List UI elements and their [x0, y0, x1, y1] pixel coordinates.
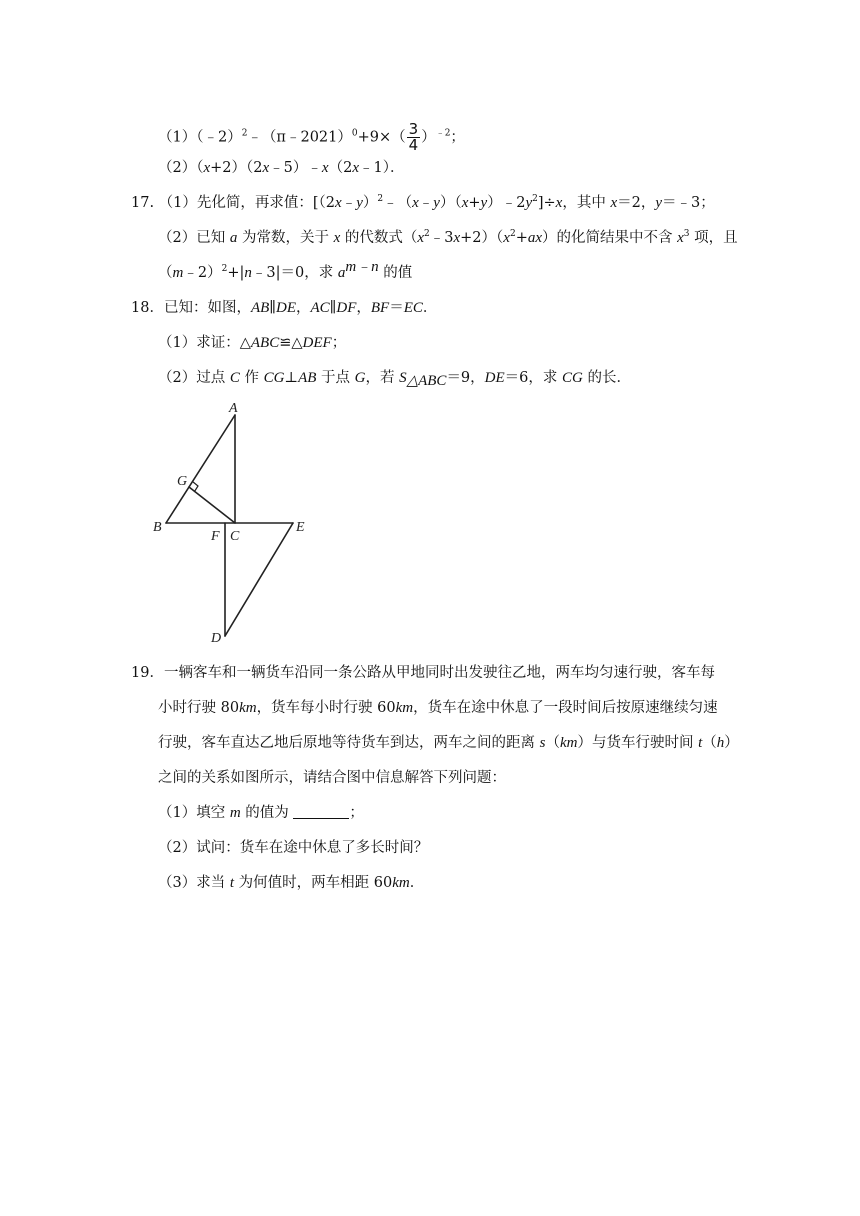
question-17-line-1: 17. （1）先化简，再求值：$[(2x﹣y)^2﹣(x﹣y)(x+y)﹣2y^2]\div x$，其中 x＝2，y＝﹣3； — [131, 194, 715, 211]
segment-ba — [166, 415, 235, 523]
question-19-line-1: 19．一辆客车和一辆货车沿同一条公路从甲地同时出发驶往乙地，两车均匀速行驶，客车每 — [131, 665, 715, 681]
label-a: A — [229, 401, 238, 416]
label-e: E — [296, 520, 305, 535]
question-19-line-5: （1）填空 m 的值为 ； — [158, 805, 364, 821]
problem-2: （2）（x+2）（2x﹣5）﹣x（2x﹣1）． — [158, 160, 405, 176]
question-18-line-1: 18．已知：如图，AB∥DE，AC∥DF，BF＝EC． — [131, 300, 438, 316]
question-19-line-6: （2）试问：货车在途中休息了多长时间？ — [158, 840, 429, 856]
geometry-figure — [145, 392, 325, 654]
question-19-line-4: 之间的关系如图所示，请结合图中信息解答下列问题： — [158, 770, 506, 786]
label-c: C — [230, 529, 240, 544]
question-19-line-2: 小时行驶 80km，货车每小时行驶 60km，货车在途中休息了一段时间后按原速继续匀速 — [158, 700, 718, 716]
answer-blank[interactable] — [293, 804, 349, 819]
segment-gc — [189, 487, 235, 523]
label-g: G — [177, 474, 188, 489]
fraction-three-quarters: $\frac{3}{4}$ — [408, 120, 419, 154]
problem-1: （1）（﹣2）$^2$﹣（π﹣2021）$^0$+9×（ $\frac{3}{4}$ ）$^{﹣2}$； — [158, 120, 465, 154]
question-18-line-2: （1）求证：△ABC≌△DEF； — [158, 335, 347, 351]
label-b: B — [153, 520, 162, 535]
question-17-line-3: （m﹣2）$^2$+|n﹣3|＝0，求 $a^{m﹣n}$ 的值 — [158, 259, 413, 281]
question-19-line-3: 行驶，客车直达乙地后原地等待货车到达，两车之间的距离 s（km）与货车行驶时间 t（h） — [158, 735, 739, 751]
label-f: F — [211, 529, 220, 544]
question-19-line-7: （3）求当 t 为何值时，两车相距 60km． — [158, 875, 425, 891]
question-17-line-2: （2）已知 a 为常数，关于 x 的代数式$(x^2﹣3x+2)(x^2+ax)$的化简结果中不含 $x^3$ 项，且 — [158, 229, 738, 246]
label-d: D — [211, 631, 222, 646]
question-18-line-3: （2）过点 C 作 CG⊥AB 于点 G，若 $S_{\triangle ABC}=9$，DE＝6，求 CG 的长． — [158, 370, 631, 389]
